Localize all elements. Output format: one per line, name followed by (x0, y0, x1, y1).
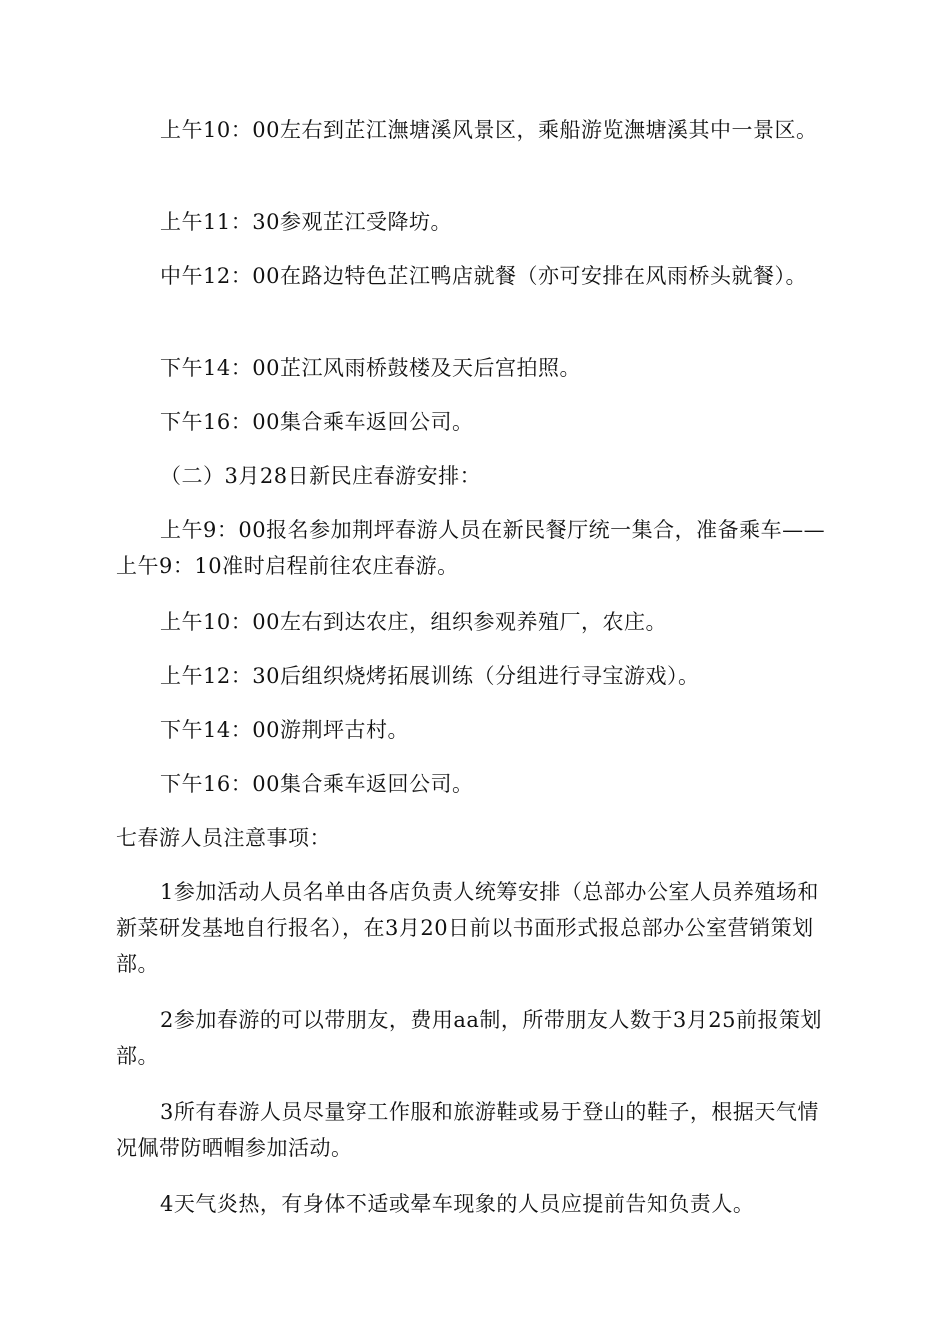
paragraph-schedule-1400-photos: 下午14：00芷江风雨桥鼓楼及天后宫拍照。 (160, 356, 581, 380)
note-item-4: 4天气炎热，有身体不适或晕车现象的人员应提前告知负责人。 (160, 1192, 755, 1216)
paragraph-schedule-1200-lunch: 中午12：00在路边特色芷江鸭店就餐（亦可安排在风雨桥头就餐）。 (160, 264, 807, 288)
note-item-3: 3所有春游人员尽量穿工作服和旅游鞋或易于登山的鞋子，根据天气情况佩带防晒帽参加活动。 (116, 1100, 819, 1160)
section-heading-notes: 七春游人员注意事项： (116, 826, 331, 850)
paragraph-schedule-1230-bbq: 上午12：30后组织烧烤拓展训练（分组进行寻宝游戏）。 (160, 664, 700, 688)
paragraph-schedule-1000-farm: 上午10：00左右到达农庄，组织参观养殖厂，农庄。 (160, 610, 667, 634)
paragraph-schedule-0900-gather: 上午9：00报名参加荆坪春游人员在新民餐厅统一集合，准备乘车——上午9：10准时启程前往农庄春游。 (116, 518, 826, 578)
paragraph-schedule-1000-wutangxi: 上午10：00左右到芷江潕塘溪风景区，乘船游览潕塘溪其中一景区。 (160, 118, 818, 142)
paragraph-schedule-1400-village: 下午14：00游荆坪古村。 (160, 718, 409, 742)
section-heading-march-28: （二）3月28日新民庄春游安排： (160, 464, 482, 488)
paragraph-schedule-1600-return-2: 下午16：00集合乘车返回公司。 (160, 772, 474, 796)
note-item-1: 1参加活动人员名单由各店负责人统筹安排（总部办公室人员养殖场和新菜研发基地自行报名），在3月20日前以书面形式报总部办公室营销策划部。 (116, 880, 819, 976)
note-item-2: 2参加春游的可以带朋友，费用aa制，所带朋友人数于3月25前报策划部。 (116, 1008, 822, 1068)
paragraph-schedule-1130-shouxiangfang: 上午11：30参观芷江受降坊。 (160, 210, 452, 234)
paragraph-schedule-1600-return: 下午16：00集合乘车返回公司。 (160, 410, 474, 434)
